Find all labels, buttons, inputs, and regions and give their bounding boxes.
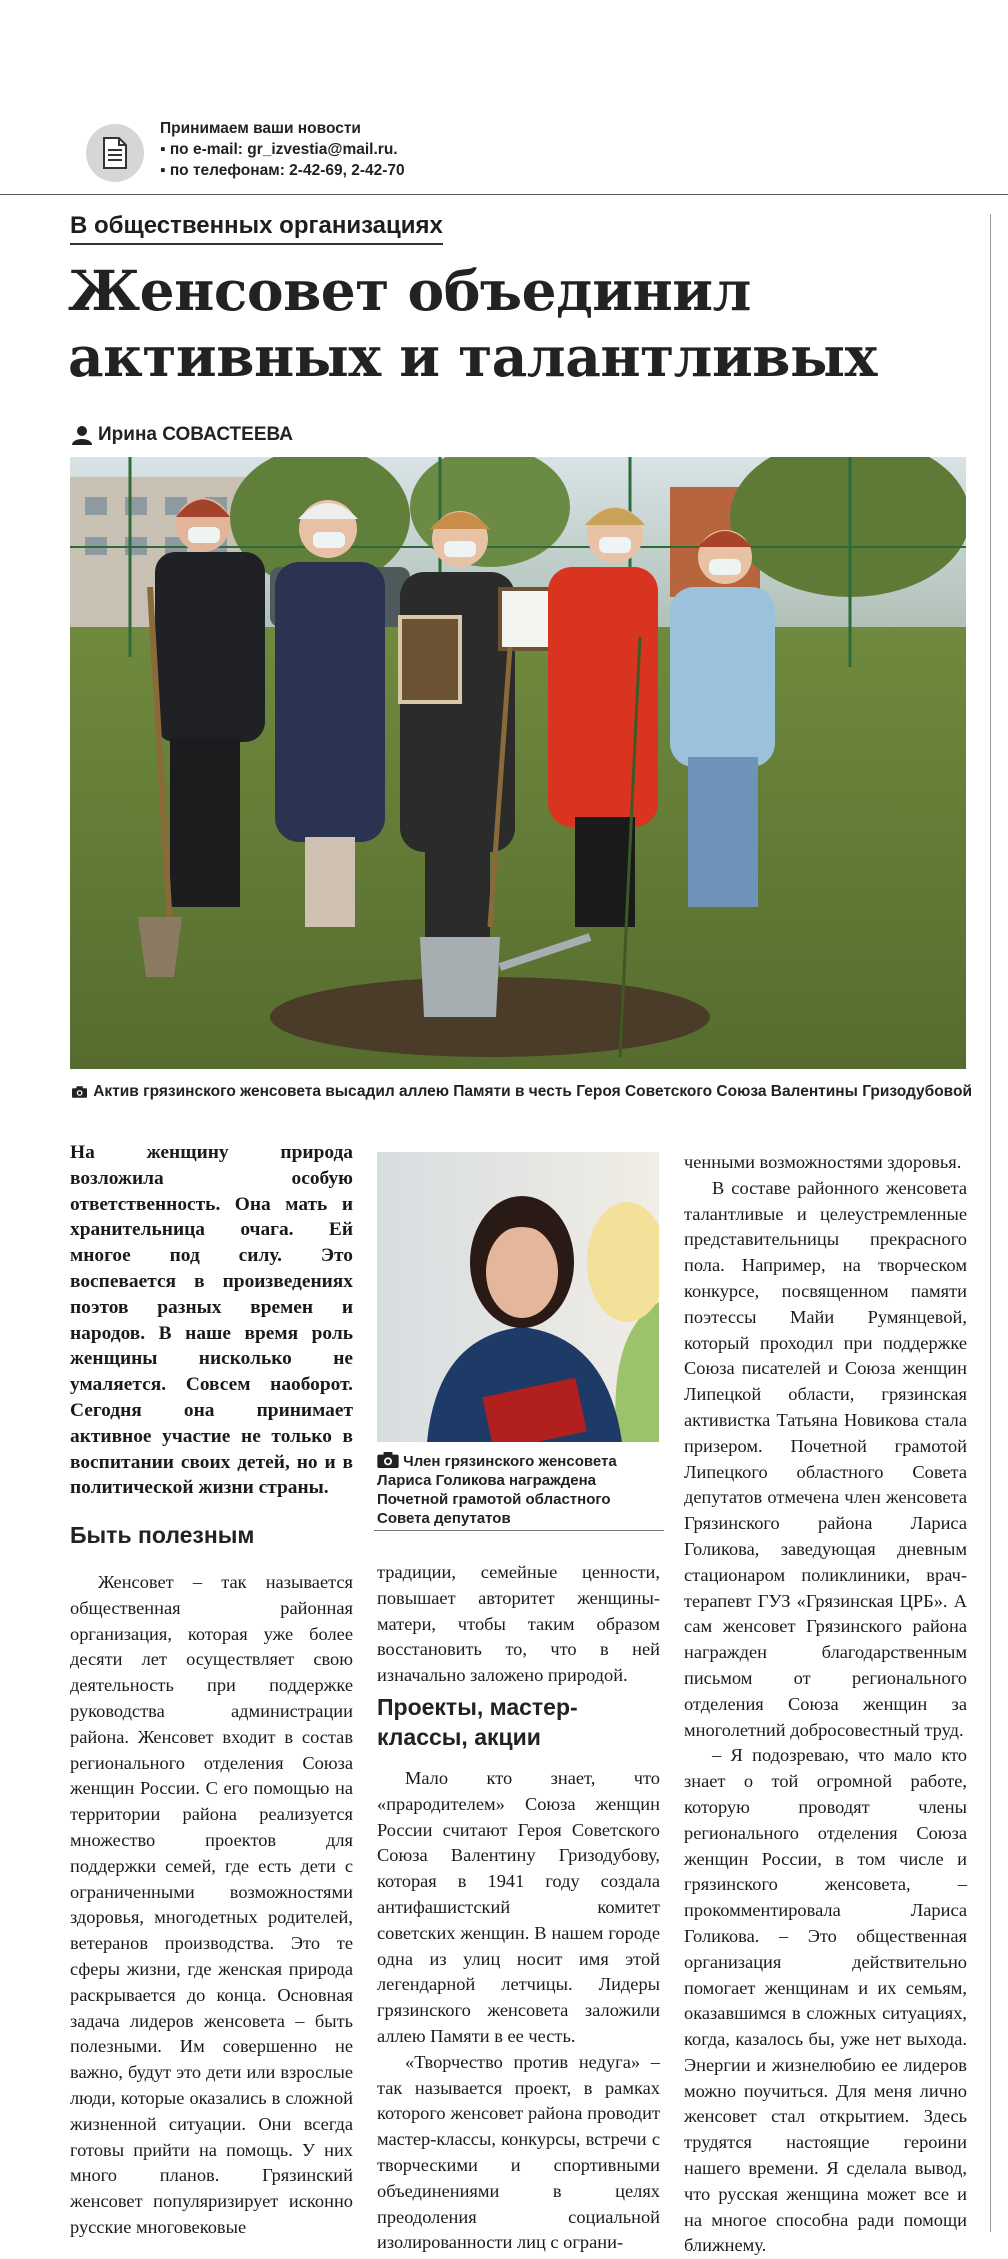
headline xyxy=(68,258,968,390)
lead-paragraph: На женщину природа возложила особую ответственность. Она мать и хранительница очага. Ей многое под силу. Это воспевается в произведениях поэтов разных времен и народов. В наше время роль женщины нисколько не умаляется. Совсем наоборот. Сегодня она принимает активное участие не только в воспитании своих детей, но и в политической жизни страны. xyxy=(70,1142,353,1499)
person-icon xyxy=(72,425,92,445)
column-2-text-top xyxy=(377,1560,660,1689)
news-contacts xyxy=(160,118,405,181)
email-link[interactable]: gr_izvestia@mail.ru. xyxy=(247,141,398,158)
main-photo xyxy=(70,457,966,1069)
group-photo-illustration xyxy=(70,457,966,1069)
subheading-be-useful: Быть полезным xyxy=(70,1522,255,1548)
paragraph: Женсовет – так называется общественная районная организация, которая уже более десяти лет осуществляет свою деятельность при поддержке руководства администрации района. Женсовет входит в состав регионального отделения Союза женщин России. С его помощью на территории района реализуется множество проектов для поддержки семей, где есть дети с ограниченными возможностями здоровья, многодетных родителей, ветеранов производства. Это те сферы жизни, где женская природа раскрывается до конца. Основная задача лидеров женсовета – быть полезными. Им совершенно не важно, будут это дети или взрослые люди, которые оказались в сложной жизненной ситуации. Они всегда готовы прийти на помощь. У них много планов. Грязинский женсовет популяризирует исконно русские многовековые xyxy=(70,1572,353,2237)
phone-numbers: 2-42-69, 2-42-70 xyxy=(289,162,405,179)
photo-caption-text: Актив грязинского женсовета высадил аллею Памяти в честь Героя Советского Союза Валентины Гризодубовой xyxy=(93,1083,972,1100)
paragraph: ченными возможностями здоровья. xyxy=(684,1152,962,1172)
author-byline xyxy=(72,424,293,446)
portrait-illustration xyxy=(377,1152,659,1442)
camera-icon xyxy=(377,1452,399,1468)
column-3-text xyxy=(684,1150,967,2259)
inset-caption-text: Член грязинского женсовета Лариса Голикова награждена Почетной грамотой областного Совета депутатов xyxy=(377,1453,617,1527)
contacts-title: Принимаем ваши новости xyxy=(160,120,361,137)
photo-caption xyxy=(72,1083,972,1101)
author-name: Ирина СОВАСТЕЕВА xyxy=(98,424,294,445)
paragraph: Мало кто знает, что «прародителем» Союза женщин России считают Героя Советского Союза Валентину Гризодубову, которая в 1941 году создала антифашистский комитет советских женщин. В нашем городе одна из улиц носит имя этой легендарной летчицы. Лидеры грязинского женсовета заложили аллею Памяти в ее честь. xyxy=(377,1768,660,2046)
phone-label: по телефонам: xyxy=(169,162,285,179)
camera-icon xyxy=(72,1083,87,1101)
header-divider xyxy=(0,194,1008,195)
paragraph: – Я подозреваю, что мало кто знает о той огромной работе, которую проводят члены регионального отделения Союза женщин России, в том числе и грязинского женсовета, – прокомментировала Лариса Голикова. – Это общественная организация действительно помогает женщинам и их семьям, оказавшимся в сложных ситуациях, когда, казалось бы, уже нет выхода. Энергии и жизнелюбию ее лидеров можно поучиться. Для меня лично женсовет стал открытием. Здесь трудятся настоящие героини нашего времени. Я сделала вывод, что русская женщина может все и на многое способна ради помощи ближнему. xyxy=(684,1745,967,2256)
inset-caption xyxy=(377,1452,667,1528)
column-2-text-bottom xyxy=(377,1766,660,2256)
inset-photo xyxy=(377,1152,659,1442)
inset-divider xyxy=(374,1530,664,1531)
headline-line-2: активных и талантливых xyxy=(68,324,877,389)
column-1-text xyxy=(70,1570,353,2241)
document-icon xyxy=(86,124,144,182)
paragraph: традиции, семейные ценности, повышает авторитет женщины-матери, чтобы таким образом восстановить то, что в ней изначально заложено природой. xyxy=(377,1562,660,1686)
paragraph: «Творчество против недуга» – так называется проект, в рамках которого женсовет района проводит мастер-классы, конкурсы, встречи с творческими и спортивными объединениями в целях преодоления социальной изолированности лиц с ограни- xyxy=(377,2051,660,2253)
headline-line-1: Женсовет объединил xyxy=(68,258,751,323)
paragraph: В составе районного женсовета талантливые и целеустремленные представительницы прекрасного пола. Например, на творческом конкурсе, посвященном памяти поэтессы Майи Румянцевой, который проходил при поддержке Союза писателей и Союза женщин Липецкой области, грязинская активистка Татьяна Новикова стала призером. Почетной грамотой Липецкого областного Совета депутатов отмечена член женсовета Грязинского района Лариса Голикова, заведующая дневным стационаром поликлиники, врач-терапевт ГУЗ «Грязинская ЦРБ». А сам женсовет Грязинского района награжден благодарственным письмом от регионального отделения Союза женщин за многолетний добросовестный труд. xyxy=(684,1177,967,1740)
contacts-phone-line: ▪ по телефонам: 2-42-69, 2-42-70 xyxy=(160,162,405,179)
subheading-projects: Проекты, мастер-классы, акции xyxy=(377,1694,578,1750)
column-divider-right xyxy=(990,214,991,2232)
contacts-email-line: ▪ по e-mail: gr_izvestia@mail.ru. xyxy=(160,141,398,158)
rubric: В общественных организациях xyxy=(70,212,443,245)
email-label: по e-mail: xyxy=(169,141,243,158)
